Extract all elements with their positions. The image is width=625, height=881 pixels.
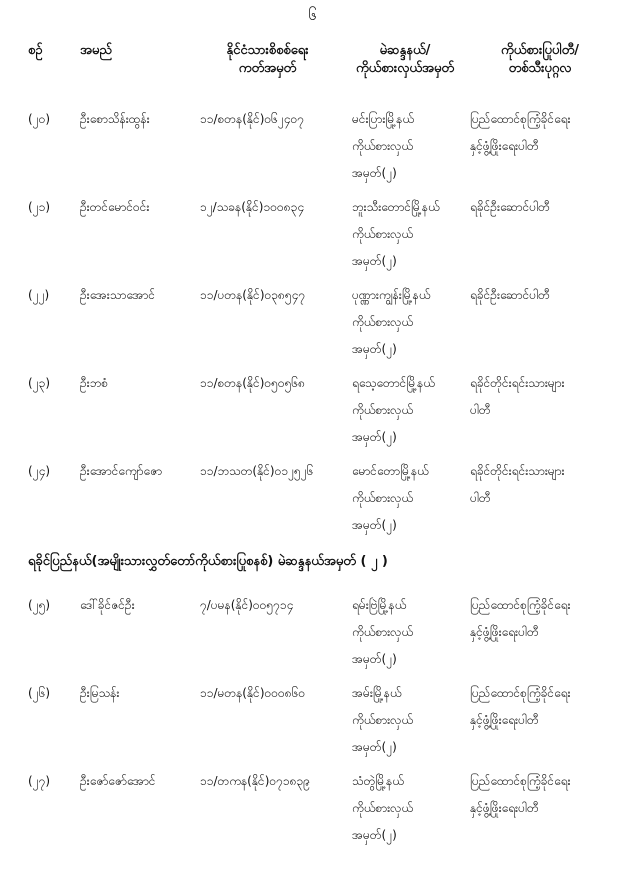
- row-no: (၂၀): [28, 112, 51, 126]
- row-name: ဦးမြသန်း: [80, 686, 120, 700]
- page-number: ၆: [308, 6, 317, 24]
- header-party-line1: ကိုယ်စားပြုပါတီ/: [501, 43, 579, 58]
- row-constituency: [352, 370, 472, 451]
- row-no: (၂၄): [28, 464, 51, 478]
- row-party-line2: နှင့်ဖွံ့ဖြိုးရေးပါတီ: [470, 625, 539, 639]
- row-nrc: ၁၁/မတန(နိုင်)၀၀၀၈၆၀: [200, 686, 306, 700]
- row-party-line1: ပြည်ထောင်စုကြံ့ခိုင်ရေး: [470, 112, 571, 126]
- row-party-line2: ပါတီ: [470, 403, 491, 417]
- header-party: [470, 42, 610, 78]
- header-nrc-line2: ကတ်အမှတ်: [238, 61, 297, 76]
- row-representative-label: ကိုယ်စားလှယ်: [352, 139, 414, 153]
- row-party: [470, 768, 620, 822]
- row-representative-label: ကိုယ်စားလှယ်: [352, 713, 414, 727]
- header-nrc-line1: နိုင်ငံသားစိစစ်ရေး: [226, 43, 309, 58]
- row-party-line1: ရခိုင်ဦးဆောင်ပါတီ: [470, 200, 550, 214]
- header-nrc: [195, 42, 340, 78]
- row-party-line1: ရခိုင်တိုင်းရင်းသားများ: [470, 464, 565, 478]
- row-party-line2: ပါတီ: [470, 491, 491, 505]
- row-representative-label: ကိုယ်စားလှယ်: [352, 403, 414, 417]
- row-representative-no: အမှတ်(၂): [352, 652, 397, 666]
- row-constituency-name: ပုဏ္ဏားကျွန်းမြို့နယ်: [352, 288, 431, 302]
- row-constituency: [352, 768, 472, 849]
- row-constituency: [352, 194, 472, 275]
- row-name: ဦးအေးသာအောင်: [80, 288, 155, 302]
- row-name: ဦးတင်မောင်ဝင်း: [80, 200, 150, 214]
- row-representative-label: ကိုယ်စားလှယ်: [352, 227, 414, 241]
- row-name: ဒေါ်ခိုင်ဇင်ဦး: [80, 598, 135, 612]
- row-party: [470, 458, 620, 512]
- row-representative-label: ကိုယ်စားလှယ်: [352, 491, 414, 505]
- section-heading: ရခိုင်ပြည်နယ်(အမျိုးသားလွှတ်တော်ကိုယ်စားပြုစနစ်) မဲဆန္ဒနယ်အမှတ် ( ၂ ): [28, 554, 388, 569]
- row-party-line1: ပြည်ထောင်စုကြံ့ခိုင်ရေး: [470, 686, 571, 700]
- row-representative-no: အမှတ်(၂): [352, 254, 397, 268]
- row-representative-no: အမှတ်(၂): [352, 740, 397, 754]
- row-name: ဦးအောင်ကျော်ဇော: [80, 464, 163, 478]
- row-constituency-name: မင်းပြားမြို့နယ်: [352, 112, 414, 126]
- row-representative-no: အမှတ်(၂): [352, 166, 397, 180]
- row-representative-no: အမှတ်(၂): [352, 828, 397, 842]
- row-party: [470, 370, 620, 424]
- row-constituency-name: ဘူးသီးတောင်မြို့နယ်: [352, 200, 440, 214]
- row-nrc: ၁၂/သခန(နိုင်)၁၀၀၈၃၄: [200, 200, 305, 214]
- row-party-line2: နှင့်ဖွံ့ဖြိုးရေးပါတီ: [470, 713, 539, 727]
- header-constituency: [340, 42, 470, 78]
- row-nrc: ၇/ပမန(နိုင်)၀၀၅၇၁၄: [200, 598, 294, 612]
- row-party: [470, 680, 620, 734]
- row-nrc: ၁၁/ပတန(နိုင်)၀၃၈၅၄၇: [200, 288, 306, 302]
- header-name: အမည်: [80, 43, 112, 58]
- row-constituency-name: သံတွဲမြို့နယ်: [352, 774, 404, 788]
- row-no: (၂၂): [28, 288, 50, 302]
- row-representative-no: အမှတ်(၂): [352, 342, 397, 356]
- row-party-line1: ရခိုင်ဦးဆောင်ပါတီ: [470, 288, 550, 302]
- row-party-line2: နှင့်ဖွံ့ဖြိုးရေးပါတီ: [470, 801, 539, 815]
- row-nrc: ၁၁/စတန(နိုင်)၀၅၀၅၆၈: [200, 376, 306, 390]
- row-party-line2: နှင့်ဖွံ့ဖြိုးရေးပါတီ: [470, 139, 539, 153]
- row-nrc: ၁၁/စတန(နိုင်)၀၆၂၄၀၇: [200, 112, 305, 126]
- row-no: (၂၅): [28, 598, 51, 612]
- row-constituency: [352, 680, 472, 761]
- row-name: ဦးဘစံ: [80, 376, 109, 390]
- row-party-line1: ပြည်ထောင်စုကြံ့ခိုင်ရေး: [470, 598, 571, 612]
- row-no: (၂၃): [28, 376, 51, 390]
- header-constituency-line2: ကိုယ်စားလှယ်အမှတ်: [355, 61, 455, 76]
- row-constituency: [352, 106, 472, 187]
- header-constituency-line1: မဲဆန္ဒနယ်/: [379, 43, 431, 58]
- row-representative-no: အမှတ်(၂): [352, 518, 397, 532]
- row-party: [470, 592, 620, 646]
- row-name: ဦးစောသိန်းထွန်း: [80, 112, 150, 126]
- row-constituency-name: ရသေ့တောင်မြို့နယ်: [352, 376, 435, 390]
- row-constituency-name: ရမ်းဗြဲမြို့နယ်: [352, 598, 407, 612]
- row-party: [470, 282, 620, 309]
- row-representative-label: ကိုယ်စားလှယ်: [352, 315, 414, 329]
- row-nrc: ၁၁/ဘသတ(နိုင်)၀၁၂၅၂၆: [200, 464, 314, 478]
- row-no: (၂၇): [28, 774, 51, 788]
- row-constituency: [352, 282, 472, 363]
- table-header: [0, 42, 625, 92]
- row-no: (၂၆): [28, 686, 51, 700]
- row-constituency: [352, 458, 472, 539]
- row-constituency-name: အမ်းမြို့နယ်: [352, 686, 402, 700]
- row-representative-label: ကိုယ်စားလှယ်: [352, 625, 414, 639]
- header-no: စဉ်: [28, 43, 43, 58]
- header-party-line2: တစ်သီးပုဂ္ဂလ: [508, 61, 572, 76]
- row-party-line1: ရခိုင်တိုင်းရင်းသားများ: [470, 376, 565, 390]
- row-party-line1: ပြည်ထောင်စုကြံ့ခိုင်ရေး: [470, 774, 571, 788]
- row-representative-no: အမှတ်(၂): [352, 430, 397, 444]
- row-constituency: [352, 592, 472, 673]
- row-party: [470, 194, 620, 221]
- row-constituency-name: မောင်တောမြို့နယ်: [352, 464, 429, 478]
- row-party: [470, 106, 620, 160]
- row-nrc: ၁၁/တကန(နိုင်)၀၇၁၈၃၉: [200, 774, 311, 788]
- row-no: (၂၁): [28, 200, 51, 214]
- row-representative-label: ကိုယ်စားလှယ်: [352, 801, 414, 815]
- row-name: ဦးဇော်ဇော်အောင်: [80, 774, 156, 788]
